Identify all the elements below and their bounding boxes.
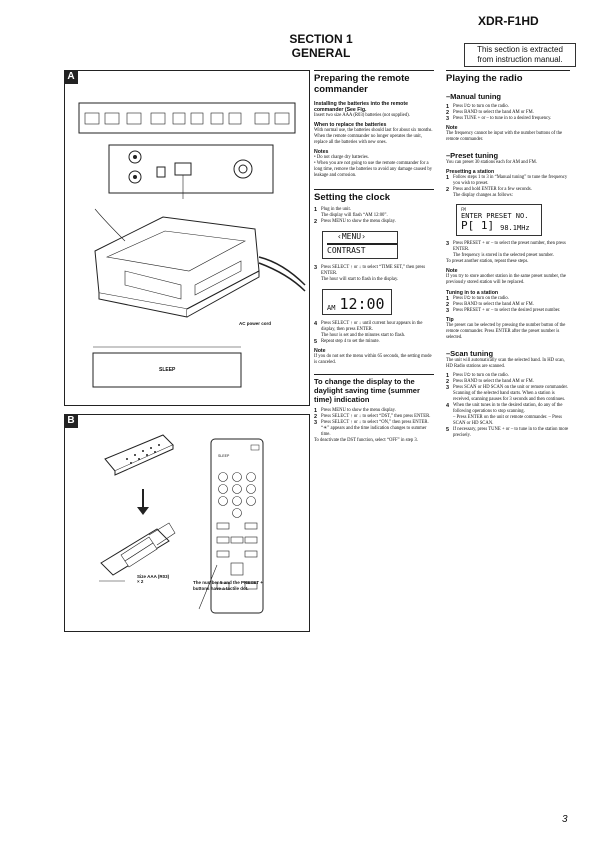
battery-size-label: [137, 574, 169, 584]
extract-note: [464, 43, 576, 67]
section-title: [266, 32, 376, 60]
manual-step-3: 3 Press TUNE + or – to tune in to a desired frequency.: [446, 116, 552, 122]
lcd-menu-line1: ‹MENU›: [337, 232, 366, 241]
tip: The preset can be selected by pressing the number button of the remote commander. Press ENTER after the preset number is selected.: [446, 323, 566, 340]
scan-step-1: 1 Press I/⏻ to turn on the radio.: [446, 373, 509, 379]
clock-step-2: 2 Press MENU to show the menu display.: [314, 219, 396, 225]
rc-sleep-label: SLEEP: [218, 454, 230, 458]
note-line1: This section is extracted: [477, 45, 563, 54]
preset-another: To preset another station, repeat these steps.: [446, 259, 529, 264]
lcd-preset: [456, 204, 542, 236]
scan-step-3: 3 Press SCAN or HD SCAN on the unit or remote commander. Scanning of the selected band starts. When a station is received, scanning pauses for 3 seconds and then continues.: [446, 385, 568, 402]
size-aaa: Size AAA (R03): [137, 574, 170, 579]
page-number: 3: [562, 814, 568, 825]
tactile-line2: buttons have a tactile dot.: [193, 586, 249, 591]
note-line2: from instruction manual.: [477, 55, 563, 64]
radio-title: Playing the radio: [446, 73, 523, 84]
scan-step-2: 2 Press BAND to select the band AM or FM.: [446, 379, 534, 385]
clock-step-3: 3 Press SELECT ↑ or ↓ to select “TIME SET,” then press ENTER. The hour will start to flash in the display.: [314, 265, 426, 282]
clock-note: If you do not set the menu within 65 seconds, the setting mode is canceled.: [314, 354, 432, 365]
tactile-line1: The number 5 and the PRESET +: [193, 580, 263, 585]
clock-step-5: 5 Repeat step 4 to set the minute.: [314, 339, 380, 345]
preset-note-head: Note: [446, 268, 458, 274]
lcd-preset-fm: FM: [461, 207, 466, 212]
dst-title: To change the display to the daylight saving time (summer time) indication: [314, 377, 420, 404]
replace-body: With normal use, the batteries should last for about six months. When the remote commander no longer operates the unit, replace all the batteries with new ones.: [314, 128, 433, 145]
note-1: • Do not charge dry batteries.: [314, 155, 369, 160]
clock-step-4: 4 Press SELECT ↑ or ↓ until current hour appears in the display, then press ENTER. The hour is set and the minutes start to flash.: [314, 321, 423, 338]
lcd-menu-line2: CONTRAST: [327, 246, 366, 255]
size-aaa-count: × 2: [137, 579, 144, 584]
tuning-step-1: 1 Press I/⏻ to turn on the radio.: [446, 296, 509, 302]
replace-head: When to replace the batteries: [314, 122, 387, 128]
manual-title: –Manual tuning: [446, 92, 501, 101]
remote-illustration: [65, 415, 309, 631]
preset-note: If you try to store another station in the same preset number, the previously stored station will be replaced.: [446, 274, 566, 285]
lcd-sleep: SLEEP: [159, 367, 176, 373]
lcd-preset-line1: ENTER PRESET NO.: [461, 212, 529, 220]
ac-cord-label: AC power cord: [239, 321, 272, 326]
tuning-step-2: 2 Press BAND to select the band AM or FM.: [446, 302, 534, 308]
tuning-head: Tuning in to a station: [446, 290, 499, 296]
note-2: • When you are not going to use the remote commander for a long time, remove the batteries to avoid any damage caused by leakage and corrosion.: [314, 161, 433, 178]
manual-note: The frequency cannot be input with the number buttons of the remote commander.: [446, 131, 563, 142]
install-body: Insert two size AAA (R03) batteries (not supplied).: [314, 113, 410, 118]
lcd-menu: [322, 231, 398, 259]
scan-intro: The unit will automatically scan the selected band. In HD scan, HD Radio stations are scanned.: [446, 358, 565, 369]
lcd-clock-time: 12:00: [339, 295, 385, 313]
manual-step-1: 1 Press I/⏻ to turn on the radio.: [446, 104, 509, 110]
dst-step-2: 2 Press SELECT ↑ or ↓ to select “DST,” then press ENTER.: [314, 414, 431, 420]
section-line1: SECTION 1: [289, 32, 353, 46]
preset-intro: You can preset 30 stations each for AM and FM.: [446, 160, 537, 165]
presetting-step-2: 2 Press and hold ENTER for a few seconds. The display changes as follows:: [446, 187, 532, 198]
unit-illustration: [65, 71, 309, 405]
figure-b: [64, 414, 310, 632]
section-line2: GENERAL: [291, 46, 351, 60]
presetting-head: Presetting a station: [446, 169, 495, 175]
presetting-step-3: 3 Press PRESET + or – to select the preset number, then press ENTER. The frequency is stored in the selected preset number.: [446, 241, 566, 258]
preset-title: –Preset tuning: [446, 151, 499, 160]
manual-step-2: 2 Press BAND to select the band AM or FM.: [446, 110, 534, 116]
tip-head: Tip: [446, 317, 454, 323]
dst-step-3: 3 Press SELECT ↑ or ↓ to select “ON,” then press ENTER. “☀” appears and the time indication changes to summer time.: [314, 420, 429, 437]
clock-note-head: Note: [314, 348, 326, 354]
dst-step-1: 1 Press MENU to show the menu display.: [314, 408, 396, 414]
presetting-step-1: 1 Follow steps 1 to 3 in “Manual tuning” to tune the frequency you wish to preset.: [446, 175, 568, 186]
column-2: [314, 70, 434, 444]
clock-step-1: 1 Plug in the unit. The display will flash “AM 12:00”.: [314, 207, 388, 218]
scan-step-4: 4 When the unit tunes in to the desired station, do any of the following operations to stop scanning. – Press ENTER on the unit or remote commander. – Press SCAN or HD SCAN.: [446, 403, 563, 426]
clock-title: Setting the clock: [314, 192, 391, 203]
tactile-note: [193, 580, 263, 592]
figure-a: [64, 70, 310, 406]
tuning-step-3: 3 Press PRESET + or – to select the desired preset number.: [446, 308, 561, 314]
model-number: XDR-F1HD: [478, 14, 539, 28]
lcd-preset-freq: 98.1MHz: [500, 224, 530, 232]
figure-a-label: A: [64, 70, 78, 84]
lcd-clock-am: AM: [327, 304, 336, 312]
scan-step-5: 5 If necessary, press TUNE + or – to tune in to the station more precisely.: [446, 427, 569, 438]
manual-note-head: Note: [446, 125, 458, 131]
lcd-clock: [322, 289, 392, 315]
scan-title: –Scan tuning: [446, 349, 494, 358]
figure-b-label: B: [64, 414, 78, 428]
install-head: Installing the batteries into the remote commander (See Fig.: [314, 101, 408, 113]
notes-head: Notes: [314, 149, 329, 155]
column-3: [446, 70, 570, 439]
lcd-preset-p: P[ 1]: [461, 219, 495, 232]
remote-title: Preparing the remote commander: [314, 73, 410, 95]
dst-off: To deactivate the DST function, select “OFF” in step 3.: [314, 438, 418, 443]
